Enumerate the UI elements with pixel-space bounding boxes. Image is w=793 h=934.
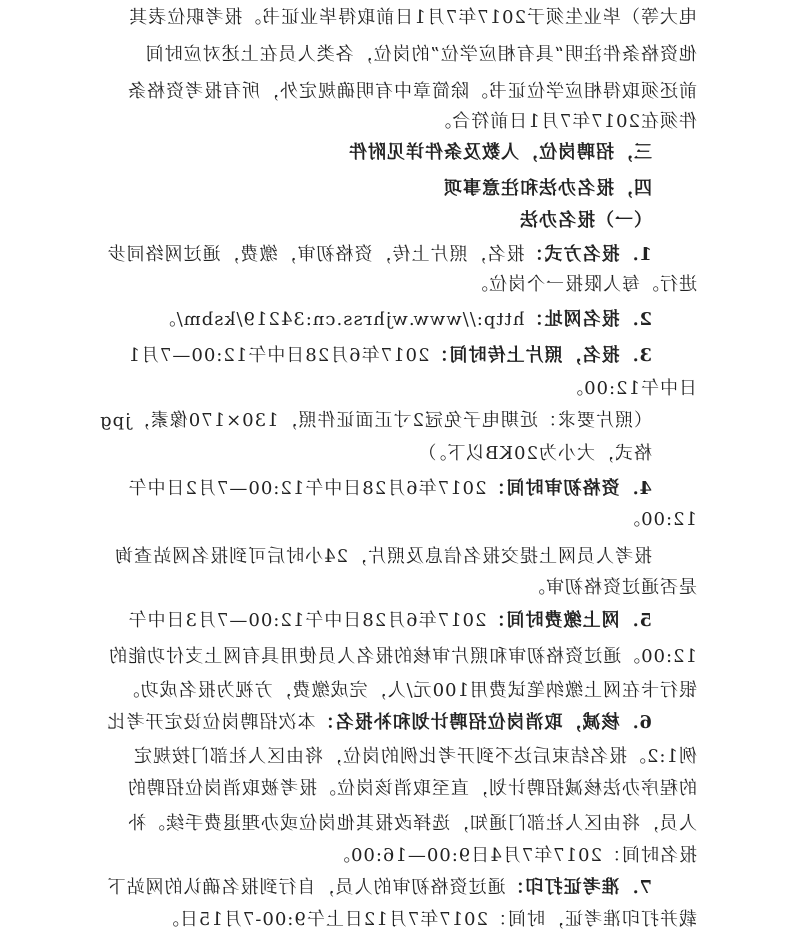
paragraph-line: 前还须取得相应学位证书。除简章中有明确规定外，所有报考资格条 (127, 81, 697, 102)
item-registration-url (157, 308, 652, 332)
item-label: 5．网上缴费时间： (486, 610, 652, 631)
item-label: 7．准考证打印： (505, 877, 652, 898)
subsection-heading-1: （一）报名办法 (519, 210, 652, 231)
paragraph-line: 12:00。通过资格初审和照片审核的报名人员使用具有网上支付功能的 (108, 646, 697, 667)
paragraph-line: 载并打印准考证，时间：2017年7月12日上午9:00-7月15日。 (159, 909, 697, 930)
paragraph-line: 进行。每人限报一个岗位。 (469, 274, 697, 295)
paragraph-line: 银行卡在网上缴纳笔试费用100元/人，完成缴费，方视为报名成功。 (120, 680, 697, 701)
item-admission-ticket (106, 876, 652, 900)
section-heading-3: 三，招聘岗位，人数及条件详见附件 (348, 142, 652, 163)
item-label: 1．报名方式： (524, 244, 652, 265)
photo-requirement: （照片要求：近期电子免冠2寸正面证件照，130×170像素，jpg (99, 410, 652, 431)
item-label: 3．报名，照片上传时间： (429, 345, 652, 366)
item-label: 2．报名网址： (524, 309, 652, 330)
item-text: 通过资格初审的人员，自行到报名确认的网站下 (106, 877, 506, 898)
paragraph-line: 电大等）毕业生须于2017年7月1日前取得毕业证书。报考职位表其 (128, 7, 697, 28)
item-text: 本次招聘岗位设定开考比 (106, 712, 316, 733)
item-registration-method (106, 243, 652, 267)
paragraph-line: 是否通过资格初审。 (526, 577, 697, 598)
paragraph-line: 件须在2017年7月1日前符合。 (432, 111, 697, 132)
item-payment-time (128, 609, 652, 633)
item-quota-adjustment (106, 711, 652, 735)
paragraph-line: 12:00。 (621, 509, 697, 530)
paragraph-line: 日中午12:00。 (564, 378, 697, 399)
item-review-time (128, 477, 652, 501)
item-text: http://www.wjhrss.cn:34219/ksbm/。 (156, 309, 525, 330)
paragraph-line: 例1:2。报名结束后达不到开考比例的岗位，将由区人社部门按规定 (133, 746, 697, 767)
section-heading-4: 四，报名办法和注意事项 (443, 178, 652, 199)
paragraph-line: 的程序办法核减招聘计划，直至取消该岗位。报考被取消岗位招聘的 (127, 778, 697, 799)
item-label: 4．资格初审时间： (486, 478, 652, 499)
item-label: 6．核减，取消岗位招聘计划和补报名： (315, 712, 652, 733)
item-text: 2017年6月28日中午12:00—7月3日中午 (127, 610, 487, 631)
item-text: 报名，照片上传，资格初审，缴费，通过网络同步 (106, 244, 525, 265)
paragraph-line: 报考人员网上提交报名信息及照片，24小时后可到报名网站查询 (114, 546, 652, 567)
paragraph-line: 格式，大小为20KB以下。） (417, 443, 652, 464)
item-text: 2017年6月28日中午12:00—7月1 (127, 345, 430, 366)
paragraph-line: 报名时间：2017年7月4日9:00—16:00。 (330, 845, 697, 866)
item-upload-time (128, 344, 652, 368)
paragraph-line: 他资格条件注明“具有相应学位”的岗位，各类人员在上述对应时间 (144, 44, 697, 65)
paragraph-line: 人员，将由区人社部门通知，选择改报其他岗位或办理退费手续。补 (127, 813, 697, 834)
item-text: 2017年6月28日中午12:00—7月2日中午 (127, 478, 487, 499)
